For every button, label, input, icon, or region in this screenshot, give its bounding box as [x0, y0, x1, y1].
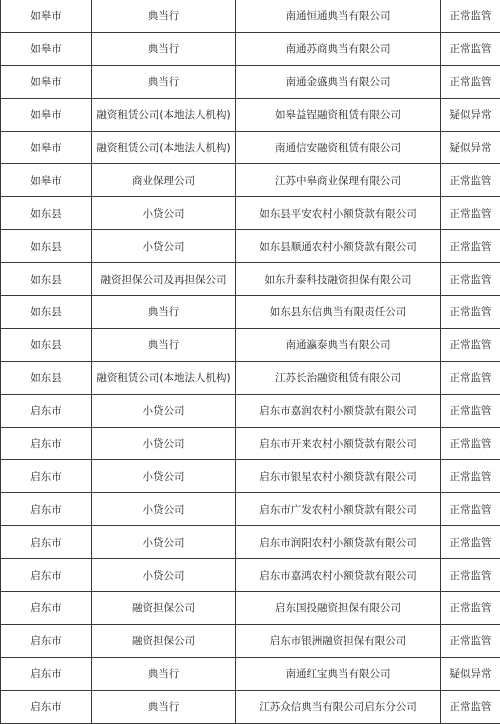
type-cell: 融资担保公司: [92, 592, 236, 625]
status-cell: 疑似异常: [441, 657, 500, 690]
type-cell: 典当行: [92, 0, 236, 32]
type-cell: 融资租赁公司(本地法人机构): [92, 361, 236, 394]
company-cell: 如东县平安农村小额贷款有限公司: [236, 197, 441, 230]
region-cell: 如东县: [1, 328, 92, 361]
region-cell: 启东市: [1, 460, 92, 493]
company-cell: 如东县东信典当有限责任公司: [236, 296, 441, 329]
status-cell: 正常监管: [441, 624, 500, 657]
region-cell: 如皋市: [1, 32, 92, 65]
type-cell: 商业保理公司: [92, 164, 236, 197]
status-cell: 正常监管: [441, 394, 500, 427]
company-cell: 启东市润阳农村小额贷款有限公司: [236, 526, 441, 559]
region-cell: 启东市: [1, 493, 92, 526]
status-cell: 正常监管: [441, 32, 500, 65]
table-row: [1, 657, 500, 690]
company-cell: 如东升泰科技融资担保有限公司: [236, 263, 441, 296]
region-cell: 如东县: [1, 263, 92, 296]
type-cell: 典当行: [92, 32, 236, 65]
company-cell: 南通瀛泰典当有限公司: [236, 328, 441, 361]
status-cell: 正常监管: [441, 361, 500, 394]
table-row: [1, 131, 500, 164]
type-cell: 典当行: [92, 328, 236, 361]
company-cell: 江苏中皋商业保理有限公司: [236, 164, 441, 197]
table-row: [1, 460, 500, 493]
company-cell: 南通红宝典当有限公司: [236, 657, 441, 690]
region-cell: 启东市: [1, 394, 92, 427]
status-cell: 正常监管: [441, 197, 500, 230]
type-cell: 典当行: [92, 657, 236, 690]
type-cell: 小贷公司: [92, 526, 236, 559]
company-cell: 启东市银洲融资担保有限公司: [236, 624, 441, 657]
company-cell: 启东市开来农村小额贷款有限公司: [236, 427, 441, 460]
status-cell: 疑似异常: [441, 98, 500, 131]
status-cell: 疑似异常: [441, 131, 500, 164]
region-cell: 如东县: [1, 197, 92, 230]
table-row: [1, 624, 500, 657]
table-row: [1, 690, 500, 723]
table-row: [1, 526, 500, 559]
table-body: [1, 0, 500, 723]
region-cell: 如皋市: [1, 131, 92, 164]
type-cell: 小贷公司: [92, 493, 236, 526]
type-cell: 融资担保公司及再担保公司: [92, 263, 236, 296]
type-cell: 典当行: [92, 65, 236, 98]
table-row: [1, 230, 500, 263]
status-cell: 正常监管: [441, 296, 500, 329]
company-cell: 南通信安融资租赁有限公司: [236, 131, 441, 164]
region-cell: 如皋市: [1, 65, 92, 98]
company-cell: 启东市广发农村小额贷款有限公司: [236, 493, 441, 526]
region-cell: 启东市: [1, 657, 92, 690]
region-cell: 如皋市: [1, 0, 92, 32]
company-cell: 如皋益锃融资租赁有限公司: [236, 98, 441, 131]
type-cell: 小贷公司: [92, 559, 236, 592]
region-cell: 启东市: [1, 526, 92, 559]
type-cell: 小贷公司: [92, 197, 236, 230]
table-row: [1, 263, 500, 296]
status-cell: 正常监管: [441, 328, 500, 361]
status-cell: 正常监管: [441, 263, 500, 296]
table-row: [1, 361, 500, 394]
type-cell: 典当行: [92, 296, 236, 329]
table-row: [1, 559, 500, 592]
status-cell: 正常监管: [441, 690, 500, 723]
status-cell: 正常监管: [441, 526, 500, 559]
table-row: [1, 32, 500, 65]
region-cell: 如东县: [1, 230, 92, 263]
status-cell: 正常监管: [441, 427, 500, 460]
region-cell: 如皋市: [1, 164, 92, 197]
region-cell: 启东市: [1, 624, 92, 657]
region-cell: 启东市: [1, 690, 92, 723]
status-cell: 正常监管: [441, 164, 500, 197]
type-cell: 小贷公司: [92, 394, 236, 427]
type-cell: 融资担保公司: [92, 624, 236, 657]
table-row: [1, 296, 500, 329]
status-cell: 正常监管: [441, 460, 500, 493]
table-row: [1, 493, 500, 526]
table-row: [1, 197, 500, 230]
company-cell: 启东市嘉润农村小额贷款有限公司: [236, 394, 441, 427]
table-row: [1, 65, 500, 98]
company-cell: 江苏长治融资租赁有限公司: [236, 361, 441, 394]
company-cell: 江苏众信典当有限公司启东分公司: [236, 690, 441, 723]
type-cell: 小贷公司: [92, 427, 236, 460]
region-cell: 如东县: [1, 361, 92, 394]
table-row: [1, 98, 500, 131]
table-row: [1, 0, 500, 32]
table-row: [1, 328, 500, 361]
region-cell: 如皋市: [1, 98, 92, 131]
company-cell: 南通恒通典当有限公司: [236, 0, 441, 32]
type-cell: 小贷公司: [92, 460, 236, 493]
company-cell: 南通金盛典当有限公司: [236, 65, 441, 98]
table-row: [1, 164, 500, 197]
region-cell: 如东县: [1, 296, 92, 329]
type-cell: 融资租赁公司(本地法人机构): [92, 131, 236, 164]
region-cell: 启东市: [1, 427, 92, 460]
status-cell: 正常监管: [441, 65, 500, 98]
table-row: [1, 394, 500, 427]
table-row: [1, 592, 500, 625]
company-cell: 南通苏商典当有限公司: [236, 32, 441, 65]
table-row: [1, 427, 500, 460]
region-cell: 启东市: [1, 592, 92, 625]
status-cell: 正常监管: [441, 0, 500, 32]
status-cell: 正常监管: [441, 559, 500, 592]
status-cell: 正常监管: [441, 230, 500, 263]
status-cell: 正常监管: [441, 493, 500, 526]
type-cell: 小贷公司: [92, 230, 236, 263]
company-cell: 启东市嘉鸿农村小额贷款有限公司: [236, 559, 441, 592]
company-cell: 如东县顺通农村小额贷款有限公司: [236, 230, 441, 263]
type-cell: 典当行: [92, 690, 236, 723]
status-cell: 正常监管: [441, 592, 500, 625]
region-cell: 启东市: [1, 559, 92, 592]
type-cell: 融资租赁公司(本地法人机构): [92, 98, 236, 131]
company-cell: 启东市银星农村小额贷款有限公司: [236, 460, 441, 493]
company-cell: 启东国投融资担保有限公司: [236, 592, 441, 625]
